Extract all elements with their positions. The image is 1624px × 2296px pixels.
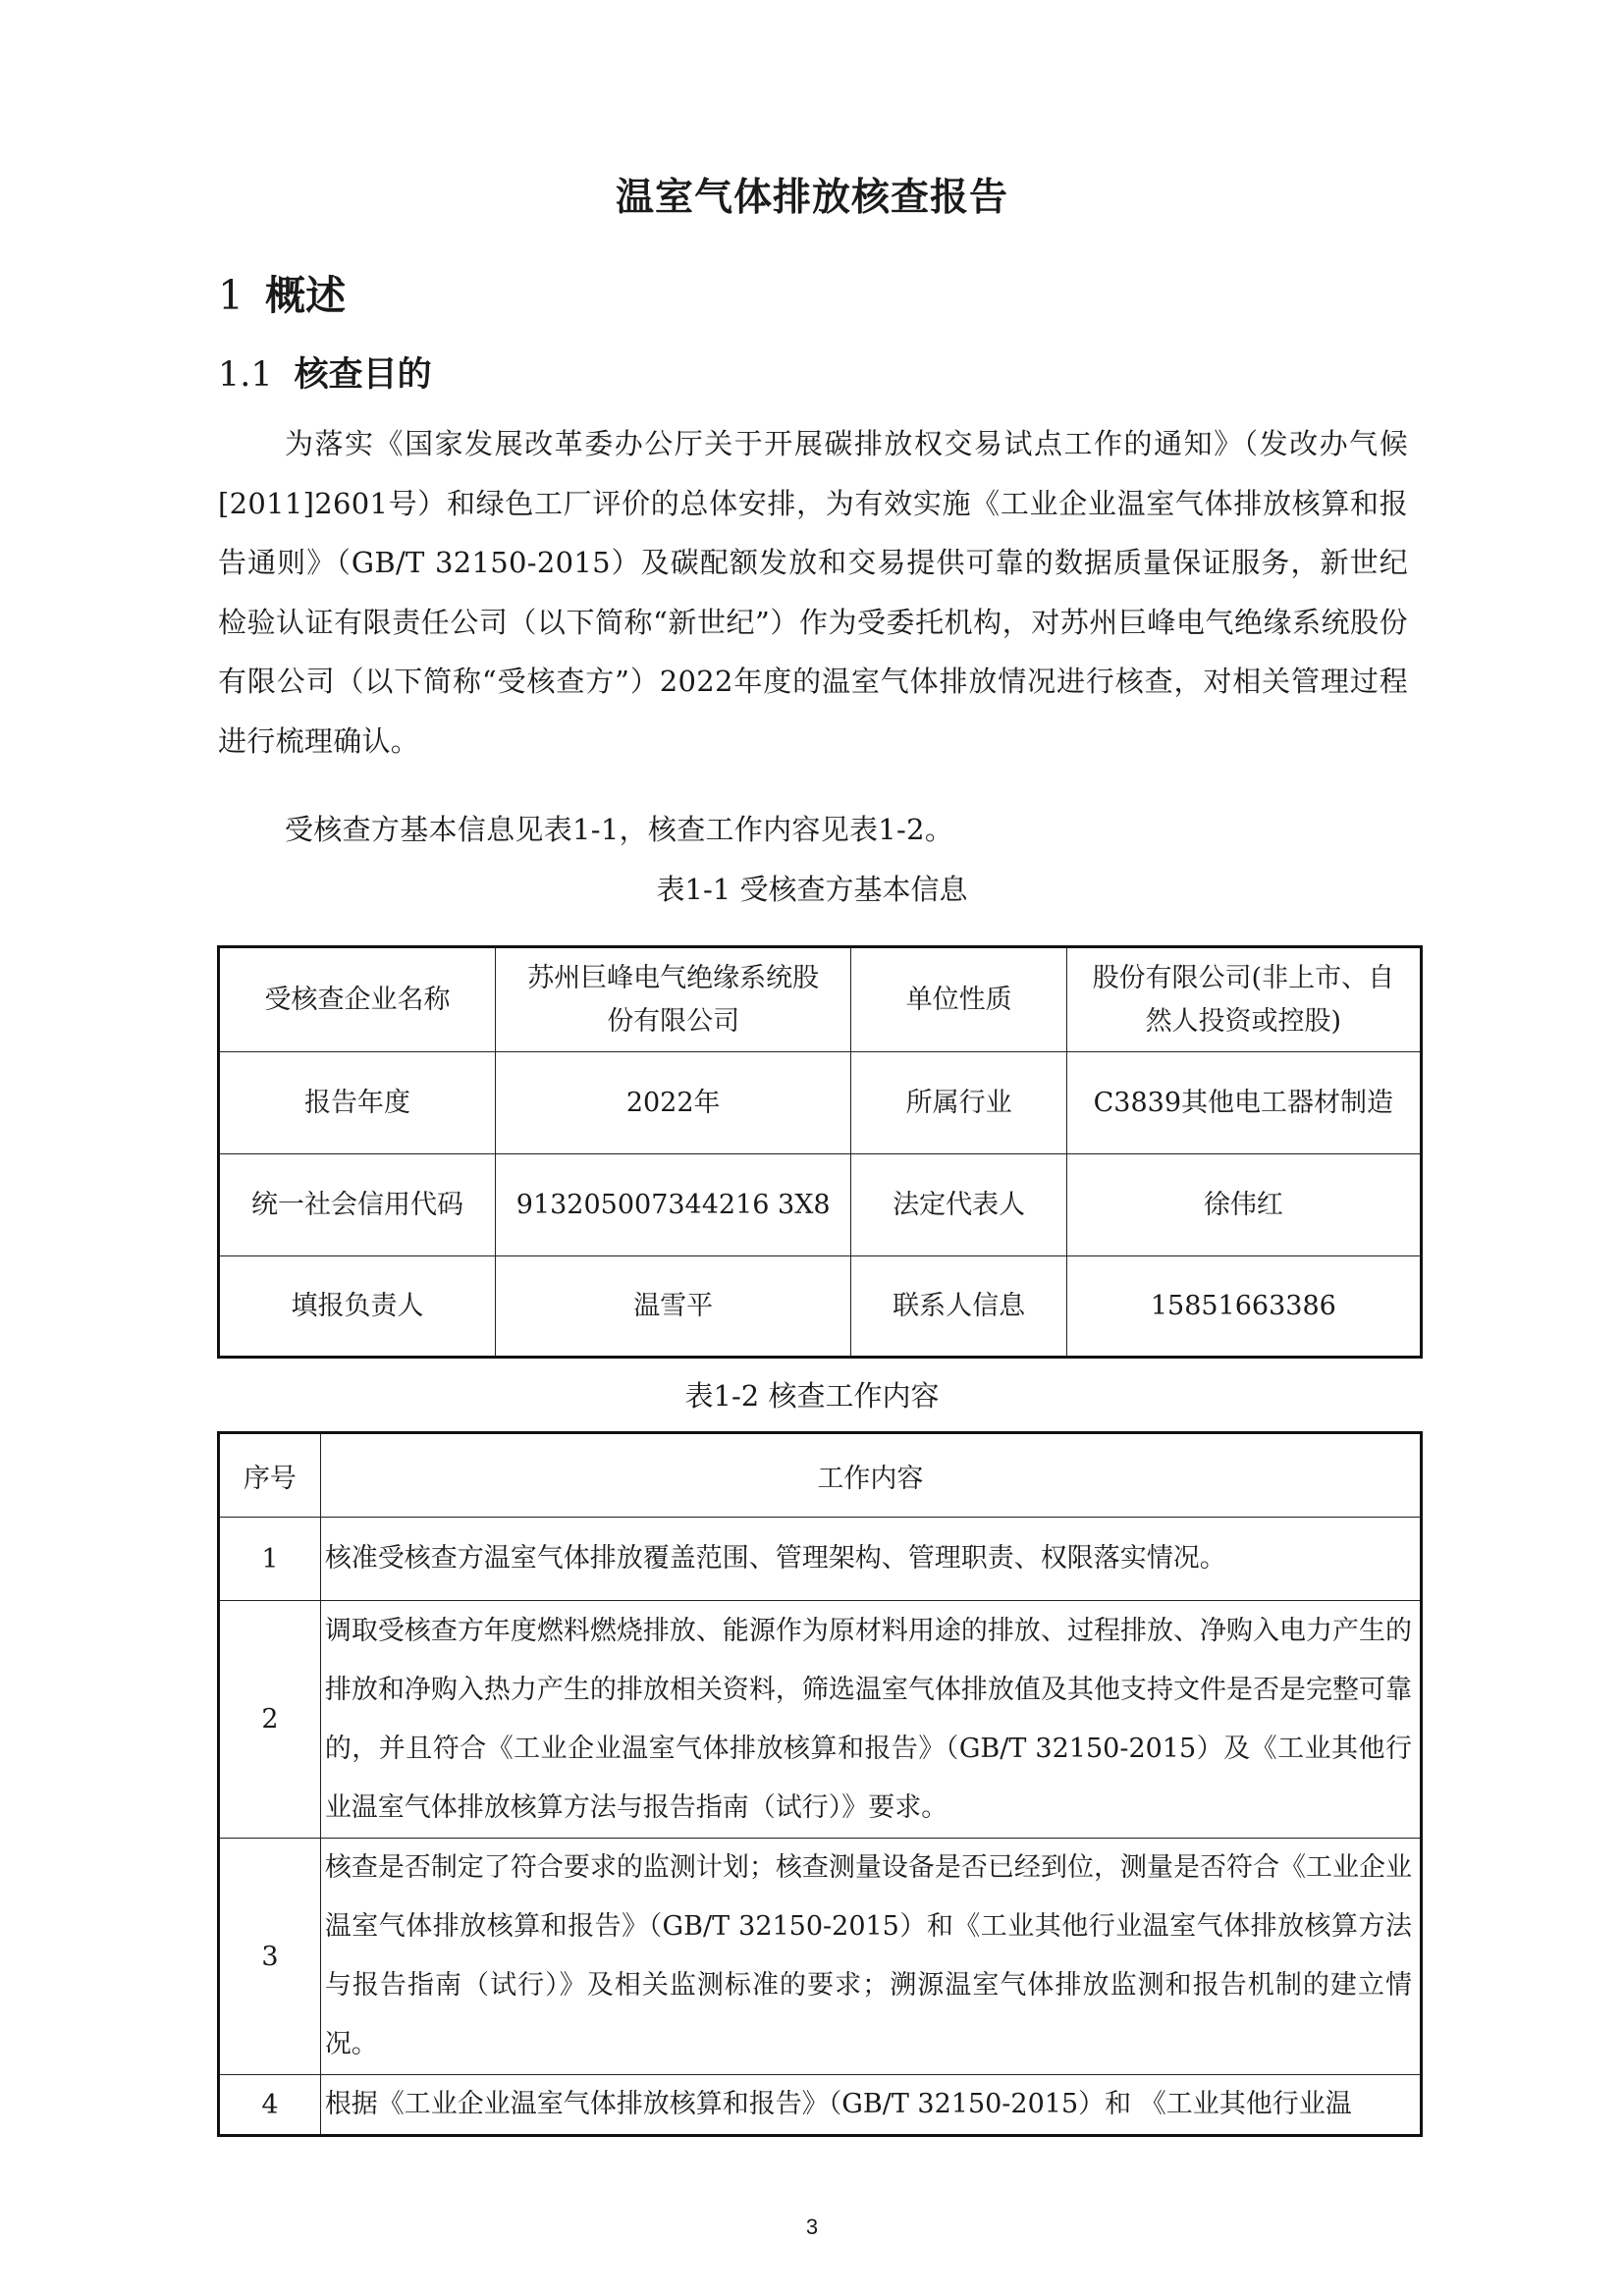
table2-caption: 表1-2 核查工作内容 xyxy=(684,1379,940,1413)
table-cell-label: 受核查企业名称 xyxy=(219,947,496,1052)
table-cell-label: 统一社会信用代码 xyxy=(219,1154,496,1256)
verification-work-table xyxy=(217,1431,1423,2137)
purpose-paragraph: 为落实《国家发展改革委办公厅关于开展碳排放权交易试点工作的通知》（发改办气候[2011]2601号）和绿色工厂评价的总体安排，为有效实施《工业企业温室气体排放核算和报告通则》（GB/T 32150-2015）及碳配额发放和交易提供可靠的数据质量保证服务，新世纪检验认证有限责任公司（以下简称“新世纪”）作为受委托机构，对苏州巨峰电气绝缘系统股份有限公司（以下简称“受核查方”）2022年度的温室气体排放情况进行核查，对相关管理过程进行梳理确认。 xyxy=(218,427,1408,758)
table-cell-value: 徐伟红 xyxy=(1066,1154,1421,1256)
row-seq: 1 xyxy=(219,1518,321,1601)
table-header-row xyxy=(219,1433,1422,1518)
row-content: 核查是否制定了符合要求的监测计划；核查测量设备是否已经到位，测量是否符合《工业企业温室气体排放核算和报告》（GB/T 32150-2015）和《工业其他行业温室气体排放核算方法与报告指南（试行）》及相关监测标准的要求；溯源温室气体排放监测和报告机制的建立情况。 xyxy=(320,1839,1421,2075)
table-cell-value: 2022年 xyxy=(495,1052,851,1154)
row-content: 调取受核查方年度燃料燃烧排放、能源作为原材料用途的排放、过程排放、净购入电力产生的排放和净购入热力产生的排放相关资料，筛选温室气体排放值及其他支持文件是否是完整可靠的，并且符合《工业企业温室气体排放核算和报告》（GB/T 32150-2015）及《工业其他行业温室气体排放核算方法与报告指南（试行）》要求。 xyxy=(320,1601,1421,1839)
table-reference-paragraph: 受核查方基本信息见表1-1，核查工作内容见表1-2。 xyxy=(285,813,954,846)
row-content: 根据《工业企业温室气体排放核算和报告》（GB/T 32150-2015）和 《工业其他行业温 xyxy=(320,2075,1421,2136)
row-seq: 4 xyxy=(219,2075,321,2136)
table-row xyxy=(219,1601,1422,1839)
table-row xyxy=(219,1052,1422,1154)
section-title: 概述 xyxy=(265,272,347,319)
header-seq: 序号 xyxy=(219,1433,321,1518)
table-row xyxy=(219,1256,1422,1358)
row-seq: 3 xyxy=(219,1839,321,2075)
table-cell-label: 报告年度 xyxy=(219,1052,496,1154)
table-row xyxy=(219,1518,1422,1601)
table-row xyxy=(219,2075,1422,2136)
page-number: 3 xyxy=(805,2215,819,2239)
table-cell-label: 所属行业 xyxy=(851,1052,1066,1154)
table-cell-label: 填报负责人 xyxy=(219,1256,496,1358)
table-row xyxy=(219,1839,1422,2075)
table-row xyxy=(219,947,1422,1052)
table-row xyxy=(219,1154,1422,1256)
table-cell-value: 股份有限公司(非上市、自然人投资或控股) xyxy=(1066,947,1421,1052)
table-cell-value: 温雪平 xyxy=(495,1256,851,1358)
table-cell-value: 15851663386 xyxy=(1066,1256,1421,1358)
section-heading-1-1 xyxy=(218,347,432,397)
table-cell-label: 联系人信息 xyxy=(851,1256,1066,1358)
table-cell-value: 913205007344216 3X8 xyxy=(495,1154,851,1256)
table-cell-label: 单位性质 xyxy=(851,947,1066,1052)
header-content: 工作内容 xyxy=(320,1433,1421,1518)
row-seq: 2 xyxy=(219,1601,321,1839)
section-heading-1 xyxy=(218,263,346,321)
subsection-title: 核查目的 xyxy=(294,355,432,395)
row-content: 核准受核查方温室气体排放覆盖范围、管理架构、管理职责、权限落实情况。 xyxy=(320,1518,1421,1601)
table-cell-value: 苏州巨峰电气绝缘系统股份有限公司 xyxy=(495,947,851,1052)
document-title: 温室气体排放核查报告 xyxy=(615,176,1008,220)
basic-info-table xyxy=(217,945,1423,1359)
table1-caption: 表1-1 受核查方基本信息 xyxy=(656,873,968,906)
subsection-number: 1.1 xyxy=(218,355,273,395)
table-cell-value: C3839其他电工器材制造 xyxy=(1066,1052,1421,1154)
section-number: 1 xyxy=(218,272,244,319)
table-cell-label: 法定代表人 xyxy=(851,1154,1066,1256)
